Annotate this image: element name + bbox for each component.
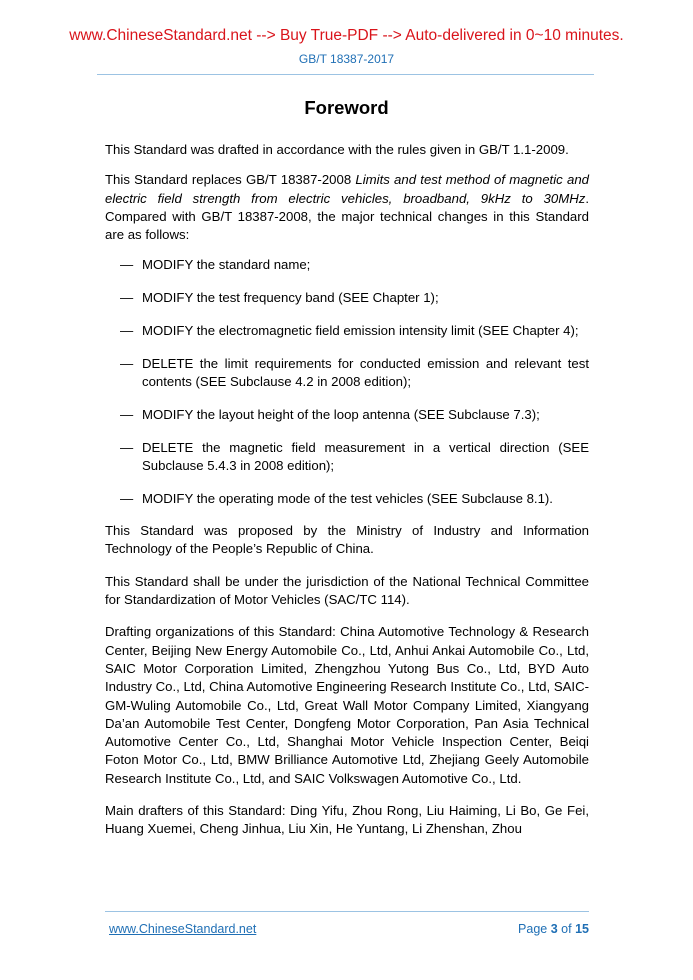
list-item xyxy=(105,289,589,307)
list-item-text: MODIFY the operating mode of the test vehicles (SEE Subclause 8.1). xyxy=(142,490,553,506)
list-item-text: MODIFY the layout height of the loop antenna (SEE Subclause 7.3); xyxy=(142,406,540,422)
page-total: 15 xyxy=(575,922,589,936)
header-divider xyxy=(97,74,594,75)
list-item xyxy=(105,406,589,424)
list-item-text: MODIFY the electromagnetic field emission intensity limit (SEE Chapter 4); xyxy=(142,323,579,339)
page-number xyxy=(518,922,589,936)
list-dash: — xyxy=(120,323,134,339)
document-code: GB/T 18387-2017 xyxy=(298,52,395,66)
list-item-text: DELETE the limit requirements for conducted emission and relevant test contents (SEE Subclause 4.2 in 2008 edition); xyxy=(142,355,589,390)
list-dash: — xyxy=(120,290,134,306)
replaces-rest: . Compared with GB/T 18387-2008, the major technical changes in this Standard are as follows: xyxy=(105,190,589,243)
replaces-intro: This Standard replaces GB/T 18387-2008 xyxy=(105,172,356,188)
page-current: 3 xyxy=(550,922,558,936)
paragraph-proposed-by: This Standard was proposed by the Ministry of Industry and Information Technology of the People’s Republic of China. xyxy=(105,523,589,557)
footer-website-link[interactable]: www.ChineseStandard.net xyxy=(109,922,257,936)
list-item xyxy=(105,490,589,508)
page-of: of xyxy=(561,922,572,936)
page-title: Foreword xyxy=(304,97,389,118)
paragraph-drafting-organizations: Drafting organizations of this Standard: China Automotive Technology & Research Center, Beijing New Energy Automobile Co., Ltd, Anhui Ankai Automobile Co., Ltd, SAIC Motor Corporation Limited, Zhengzhou Yutong Bus Co., Ltd, BYD Auto Industry Co., Ltd, China Automotive Engineering Research Institute Co., Ltd, SAIC-GM-Wuling Automobile Co., Ltd, Great Wall Motor Company Limited, Xiangyang Da’an Automobile Test Center, Dongfeng Motor Corporation, Pan Asia Technical Automotive Center Co., Ltd, Shanghai Motor Vehicle Inspection Center, Beiqi Foton Motor Co., Ltd, BMW Brilliance Automotive Ltd, Zhejiang Geely Automobile Research Institute Co., Ltd, and SAIC Volkswagen Automotive Co., Ltd. xyxy=(105,624,589,786)
foreword-body xyxy=(105,141,589,853)
list-dash: — xyxy=(120,439,134,455)
list-dash: — xyxy=(120,257,134,273)
paragraph-replaces xyxy=(105,171,589,244)
list-item xyxy=(105,256,589,274)
paragraph-jurisdiction: This Standard shall be under the jurisdiction of the National Technical Committee for Standardization of Motor Vehicles (SAC/TC 114). xyxy=(105,573,589,608)
list-item xyxy=(105,355,589,392)
header-banner: www.ChineseStandard.net --> Buy True-PDF --> Auto-delivered in 0~10 minutes. xyxy=(69,27,624,44)
paragraph-main-drafters: Main drafters of this Standard: Ding Yifu, Zhou Rong, Liu Haiming, Li Bo, Ge Fei, Huang Xuemei, Cheng Jinhua, Liu Xin, He Yuntang, Li Zhenshan, Zhou xyxy=(105,803,589,837)
footer-divider xyxy=(105,911,589,912)
replaced-standard-title: Limits and test method of magnetic and electric field strength from electric vehicles, broadband, 9kHz to 30MHz xyxy=(105,172,589,206)
list-item xyxy=(105,439,589,476)
list-dash: — xyxy=(120,406,134,422)
list-item-text: DELETE the magnetic field measurement in a vertical direction (SEE Subclause 5.4.3 in 2008 edition); xyxy=(142,439,589,474)
list-item-text: MODIFY the standard name; xyxy=(142,257,311,273)
list-dash: — xyxy=(120,490,134,506)
list-item-text: MODIFY the test frequency band (SEE Chapter 1); xyxy=(142,290,439,306)
list-dash: — xyxy=(120,355,134,371)
changes-list xyxy=(105,256,589,508)
paragraph-drafting-rules: This Standard was drafted in accordance with the rules given in GB/T 1.1-2009. xyxy=(105,142,569,157)
list-item xyxy=(105,322,589,340)
page-label: Page xyxy=(518,922,548,936)
